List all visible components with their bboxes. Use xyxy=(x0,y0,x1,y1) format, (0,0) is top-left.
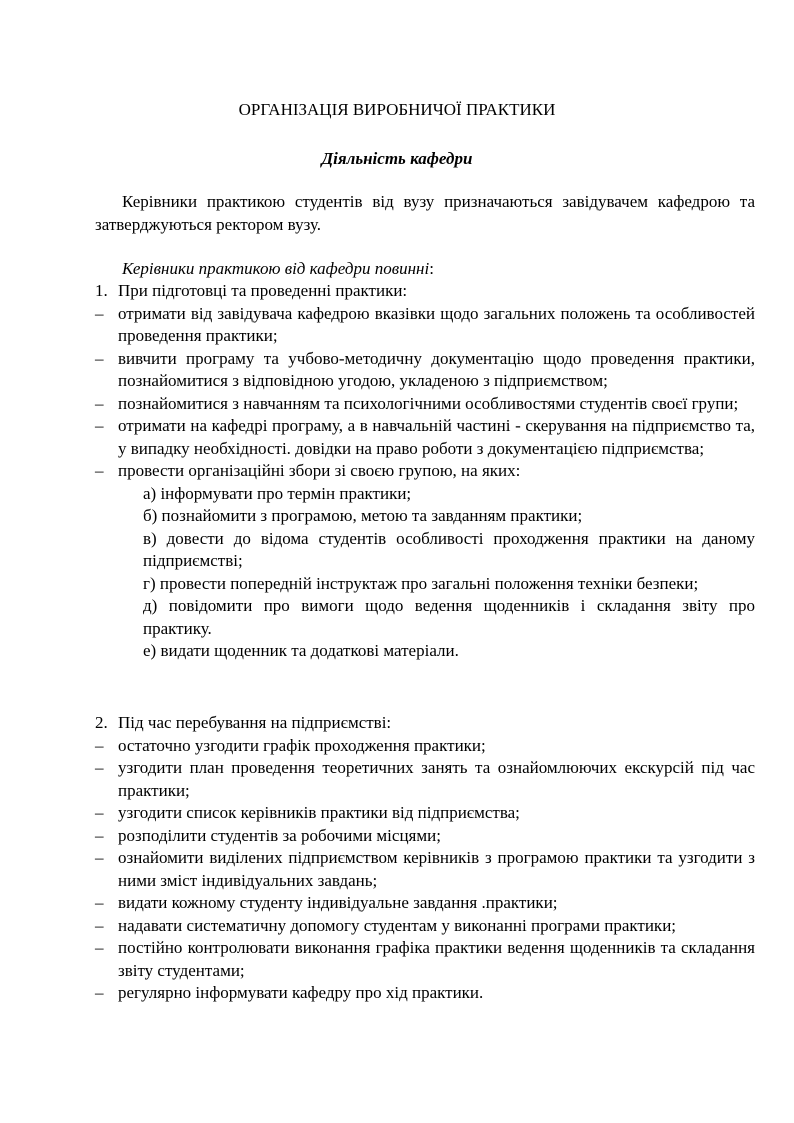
list-dash: – xyxy=(95,348,104,368)
lead-colon: : xyxy=(429,259,434,278)
list-item: – остаточно узгодити графік проходження практики; xyxy=(95,735,755,758)
section-1-list xyxy=(95,280,755,663)
list-item: – узгодити список керівників практики від підприємства; xyxy=(95,802,755,825)
section-2-heading: 2. Під час перебування на підприємстві: xyxy=(95,712,755,735)
list-item: – провести організаційні збори зі своєю групою, на яких: xyxy=(95,460,755,483)
intro-paragraph: Керівники практикою студентів від вузу призначаються завідувачем кафедрою та затверджуються ректором вузу. xyxy=(95,192,755,234)
section-2-list xyxy=(95,712,755,1005)
list-dash: – xyxy=(95,416,104,435)
list-dash: – xyxy=(95,915,104,935)
list-item: – розподілити студентів за робочими місцями; xyxy=(95,825,755,848)
lead-text: Керівники практикою від кафедри повинні xyxy=(122,259,430,278)
list-item: – регулярно інформувати кафедру про хід практики. xyxy=(95,982,755,1005)
sub-item: а) інформувати про термін практики; xyxy=(143,483,412,503)
sub-item: г) провести попередній інструктаж про загальні положення техніки безпеки; xyxy=(143,573,699,593)
list-dash: – xyxy=(95,735,104,755)
page-title: ОРГАНІЗАЦІЯ ВИРОБНИЧОЇ ПРАКТИКИ xyxy=(238,100,556,119)
list-item: – надавати систематичну допомогу студентам у виконанні програми практики; xyxy=(95,915,755,938)
list-dash: – xyxy=(95,938,104,957)
list-number: 1. xyxy=(95,281,108,300)
list-dash: – xyxy=(95,825,104,845)
list-item: – вивчити програму та учбово-методичну документацію щодо проведення практики, познайомитися з відповідною угодою, укладеною з підприємством; xyxy=(95,348,755,390)
list-item: – видати кожному студенту індивідуальне завдання .практики; xyxy=(95,892,755,915)
list-item: – отримати на кафедрі програму, а в навчальній частині - скерування на підприємство та, у випадку необхідності. довідки на право роботи з документацією підприємства; xyxy=(95,416,755,458)
list-dash: – xyxy=(95,983,104,1002)
list-dash: – xyxy=(95,758,104,777)
list-item: – ознайомити виділених підприємством керівників з програмою практики та узгодити з ними зміст індивідуальних завдань; xyxy=(95,848,755,890)
list-item: – отримати від завідувача кафедрою вказівки щодо загальних положень та особливостей проведення практики; xyxy=(95,303,755,345)
list-dash: – xyxy=(95,803,104,822)
list-item: – постійно контролювати виконання графіка практики ведення щоденників та складання звіту студентами; xyxy=(95,938,755,980)
list-dash: – xyxy=(95,461,104,480)
lead-line xyxy=(122,258,434,281)
list-number: 2. xyxy=(95,713,108,732)
sub-item: д) повідомити про вимоги щодо ведення щоденників і складання звіту про практику. xyxy=(143,596,755,638)
list-item: – познайомитися з навчанням та психологічними особливостями студентів своєї групи; xyxy=(95,393,755,416)
list-dash: – xyxy=(95,893,104,912)
list-dash: – xyxy=(95,393,104,413)
list-dash: – xyxy=(95,303,104,323)
sub-item: е) видати щоденник та додаткові матеріали. xyxy=(143,641,459,660)
section-1-heading: 1. При підготовці та проведенні практики: xyxy=(95,280,755,303)
list-dash: – xyxy=(95,848,104,867)
sub-item: б) познайомити з програмою, метою та завданням практики; xyxy=(143,506,583,525)
section-subtitle: Діяльність кафедри xyxy=(321,149,473,168)
sub-item: в) довести до відома студентів особливості проходження практики на даному підприємстві; xyxy=(143,528,755,570)
list-item: – узгодити план проведення теоретичних занять та ознайомлюючих екскурсій під час практики; xyxy=(95,758,755,800)
